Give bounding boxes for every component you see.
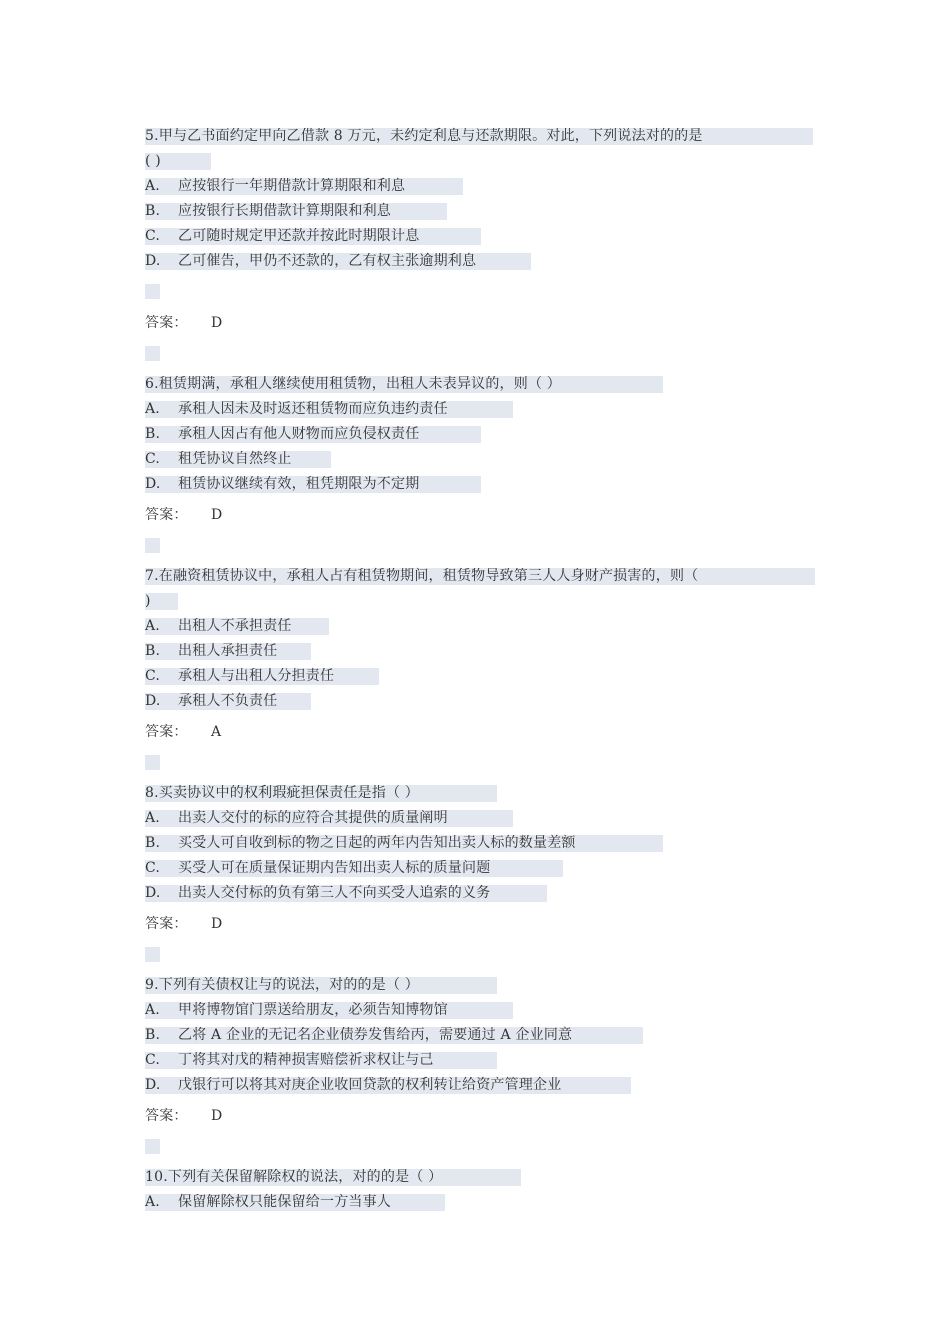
option-a bbox=[145, 178, 463, 195]
option-label: D. bbox=[145, 1077, 161, 1093]
answer-value: A bbox=[211, 724, 222, 740]
answer-line bbox=[145, 507, 222, 524]
option-label: A. bbox=[145, 1002, 160, 1018]
option-text: 承租人与出租人分担责任 bbox=[178, 668, 335, 684]
question-stem: 5.甲与乙书面约定甲向乙借款 8 万元，未约定利息与还款期限。对此，下列说法对的的是 bbox=[145, 128, 813, 145]
blank-paragraph-marker bbox=[145, 284, 160, 299]
option-label: B. bbox=[145, 835, 161, 851]
option-text: 甲将博物馆门票送给朋友，必须告知博物馆 bbox=[178, 1002, 448, 1018]
option-a bbox=[145, 618, 329, 635]
question-stem: 9.下列有关债权让与的说法，对的的是（ ） bbox=[145, 977, 497, 994]
option-b bbox=[145, 203, 447, 220]
answer-label: 答案： bbox=[145, 724, 188, 740]
option-text: 保留解除权只能保留给一方当事人 bbox=[178, 1194, 391, 1210]
option-label: C. bbox=[145, 860, 161, 876]
blank-paragraph-marker bbox=[145, 1139, 160, 1154]
option-d bbox=[145, 476, 481, 493]
question-stem-continued: ( ) bbox=[145, 153, 211, 170]
option-c bbox=[145, 860, 563, 877]
option-a bbox=[145, 1194, 445, 1211]
answer-line bbox=[145, 724, 221, 741]
option-text: 出卖人交付标的负有第三人不向买受人追索的义务 bbox=[178, 885, 491, 901]
option-d bbox=[145, 693, 311, 710]
answer-line bbox=[145, 1108, 222, 1125]
blank-paragraph-marker bbox=[145, 346, 160, 361]
option-label: D. bbox=[145, 476, 161, 492]
option-label: A. bbox=[145, 401, 160, 417]
answer-label: 答案： bbox=[145, 916, 188, 932]
option-text: 出租人不承担责任 bbox=[178, 618, 292, 634]
option-text: 出租人承担责任 bbox=[178, 643, 278, 659]
blank-paragraph-marker bbox=[145, 755, 160, 770]
question-stem: 7.在融资租赁协议中，承租人占有租赁物期间，租赁物导致第三人人身财产损害的，则（ bbox=[145, 568, 815, 585]
option-text: 出卖人交付的标的应符合其提供的质量阐明 bbox=[178, 810, 448, 826]
option-label: C. bbox=[145, 668, 161, 684]
option-text: 乙可催告，甲仍不还款的，乙有权主张逾期利息 bbox=[178, 253, 477, 269]
option-c bbox=[145, 228, 481, 245]
question-stem: 10.下列有关保留解除权的说法，对的的是（ ） bbox=[145, 1169, 521, 1186]
option-label: C. bbox=[145, 1052, 161, 1068]
option-label: A. bbox=[145, 810, 160, 826]
option-c bbox=[145, 451, 331, 468]
option-b bbox=[145, 643, 311, 660]
option-d bbox=[145, 885, 547, 902]
option-text: 丁将其对戊的精神损害赔偿祈求权让与己 bbox=[178, 1052, 434, 1068]
option-a bbox=[145, 401, 513, 418]
option-label: A. bbox=[145, 178, 160, 194]
question-stem: 8.买卖协议中的权利瑕疵担保责任是指（ ） bbox=[145, 785, 497, 802]
question-stem: 6.租赁期满，承租人继续使用租赁物，出租人未表异议的，则（ ） bbox=[145, 376, 663, 393]
option-label: D. bbox=[145, 253, 161, 269]
option-label: B. bbox=[145, 203, 161, 219]
answer-label: 答案： bbox=[145, 507, 188, 523]
option-text: 承租人因占有他人财物而应负侵权责任 bbox=[178, 426, 420, 442]
option-text: 乙将 A 企业的无记名企业债券发售给丙，需要通过 A 企业同意 bbox=[178, 1027, 573, 1043]
question-stem-continued: ) bbox=[145, 593, 178, 610]
blank-paragraph-marker bbox=[145, 538, 160, 553]
answer-value: D bbox=[211, 315, 223, 331]
option-label: B. bbox=[145, 426, 161, 442]
option-text: 买受人可在质量保证期内告知出卖人标的质量问题 bbox=[178, 860, 491, 876]
option-label: B. bbox=[145, 1027, 161, 1043]
answer-value: D bbox=[211, 916, 223, 932]
option-label: A. bbox=[145, 618, 160, 634]
option-text: 应按银行一年期借款计算期限和利息 bbox=[178, 178, 406, 194]
option-text: 承租人因未及时返还租赁物而应负违约责任 bbox=[178, 401, 448, 417]
option-label: B. bbox=[145, 643, 161, 659]
option-b bbox=[145, 835, 663, 852]
option-d bbox=[145, 1077, 631, 1094]
option-text: 租凭协议自然终止 bbox=[178, 451, 292, 467]
option-c bbox=[145, 1052, 497, 1069]
answer-label: 答案： bbox=[145, 1108, 188, 1124]
option-a bbox=[145, 810, 513, 827]
answer-line bbox=[145, 315, 222, 332]
option-text: 买受人可自收到标的物之日起的两年内告知出卖人标的数量差额 bbox=[178, 835, 576, 851]
option-text: 租赁协议继续有效，租凭期限为不定期 bbox=[178, 476, 420, 492]
option-text: 戊银行可以将其对庚企业收回贷款的权利转让给资产管理企业 bbox=[178, 1077, 562, 1093]
blank-paragraph-marker bbox=[145, 947, 160, 962]
option-c bbox=[145, 668, 379, 685]
option-text: 乙可随时规定甲还款并按此时期限计息 bbox=[178, 228, 420, 244]
option-b bbox=[145, 426, 481, 443]
option-a bbox=[145, 1002, 513, 1019]
option-label: D. bbox=[145, 693, 161, 709]
option-text: 应按银行长期借款计算期限和利息 bbox=[178, 203, 391, 219]
option-label: D. bbox=[145, 885, 161, 901]
option-label: C. bbox=[145, 451, 161, 467]
option-label: A. bbox=[145, 1194, 160, 1210]
answer-label: 答案： bbox=[145, 315, 188, 331]
option-label: C. bbox=[145, 228, 161, 244]
answer-line bbox=[145, 916, 222, 933]
answer-value: D bbox=[211, 507, 223, 523]
option-d bbox=[145, 253, 531, 270]
option-b bbox=[145, 1027, 643, 1044]
answer-value: D bbox=[211, 1108, 223, 1124]
option-text: 承租人不负责任 bbox=[178, 693, 278, 709]
